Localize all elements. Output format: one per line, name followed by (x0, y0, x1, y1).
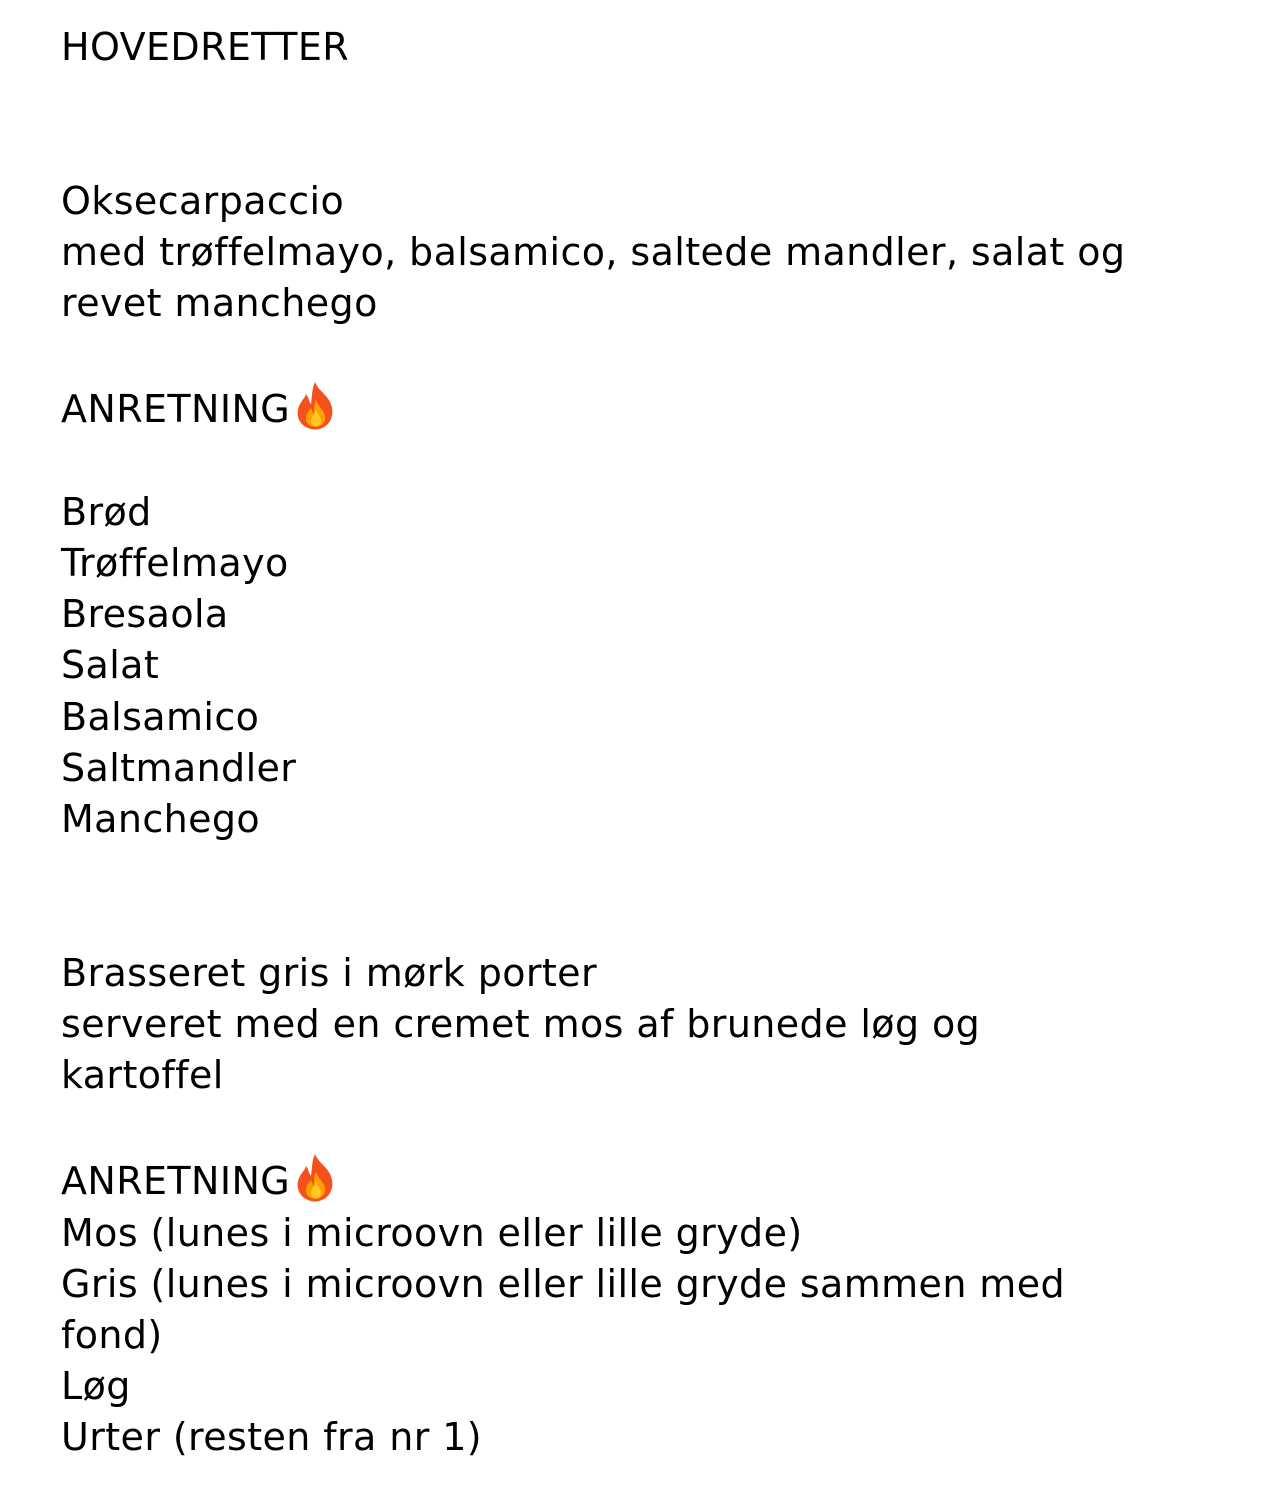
spacer (61, 436, 1261, 487)
notes-document (61, 22, 1261, 1464)
plating-item: Bresaola (61, 592, 229, 637)
spacer (61, 1101, 1261, 1152)
dish-2-name: Brasseret gris i mørk porter (61, 950, 597, 995)
dish-2-description: serveret med en cremet mos af brunede løg og (61, 1001, 981, 1046)
plating-item: Brød (61, 489, 152, 534)
spacer (61, 845, 1261, 947)
plating-item: Løg (61, 1364, 131, 1409)
plating-item: Trøffelmayo (61, 540, 289, 585)
plating-label: ANRETNING (61, 387, 291, 432)
plating-item: Balsamico (61, 694, 260, 739)
page-heading: HOVEDRETTER (61, 25, 350, 69)
plating-item: fond) (61, 1313, 163, 1357)
plating-label: ANRETNING (61, 1159, 291, 1204)
plating-item: Mos (lunes i microovn eller lille gryde) (61, 1210, 803, 1255)
plating-item: Saltmandler (61, 745, 297, 790)
plating-item: Salat (61, 643, 160, 688)
fire-icon (292, 380, 338, 431)
spacer (61, 329, 1261, 380)
dish-1-name: Oksecarpaccio (61, 178, 345, 223)
dish-2-description-cont: kartoffel (61, 1053, 224, 1097)
spacer (61, 73, 1261, 175)
dish-1-plating-heading (61, 380, 1261, 435)
dish-1-description-cont: revet manchego (61, 281, 378, 325)
plating-item: Manchego (61, 797, 261, 841)
plating-item: Gris (lunes i microovn eller lille gryde sammen med (61, 1261, 1066, 1306)
dish-2-plating-heading (61, 1152, 1261, 1207)
fire-icon (292, 1152, 338, 1203)
dish-1-description: med trøffelmayo, balsamico, saltede mandler, salat og (61, 229, 1126, 274)
plating-item: Urter (resten fra nr 1) (61, 1415, 483, 1460)
